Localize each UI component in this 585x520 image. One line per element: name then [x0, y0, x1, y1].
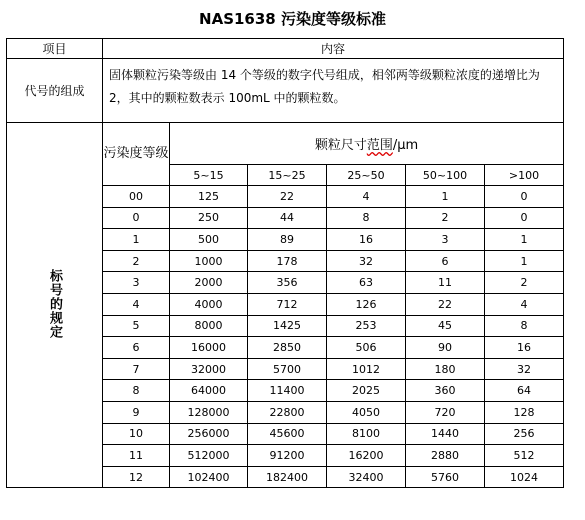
grade-cell: 6: [103, 337, 170, 359]
count-cell: 32400: [327, 466, 406, 488]
standard-table: [6, 38, 564, 488]
count-cell: 11: [406, 272, 485, 294]
count-cell: 512: [485, 445, 564, 467]
count-cell: 89: [248, 229, 327, 251]
size-header-unit: /μm: [392, 138, 419, 153]
size-col-header: 50~100: [406, 165, 485, 186]
count-cell: 253: [327, 315, 406, 337]
count-cell: 16: [327, 229, 406, 251]
count-cell: 32: [485, 358, 564, 380]
grade-cell: 00: [103, 186, 170, 208]
count-cell: 0: [485, 207, 564, 229]
grade-cell: 11: [103, 445, 170, 467]
size-col-header: 15~25: [248, 165, 327, 186]
count-cell: 16: [485, 337, 564, 359]
count-cell: 44: [248, 207, 327, 229]
count-cell: 90: [406, 337, 485, 359]
count-cell: 1: [485, 250, 564, 272]
grade-cell: 10: [103, 423, 170, 445]
count-cell: 8: [485, 315, 564, 337]
regulation-label: 标号的规定: [47, 268, 62, 339]
count-cell: 8000: [170, 315, 248, 337]
count-cell: 8100: [327, 423, 406, 445]
definition-label: 代号的组成: [7, 59, 103, 123]
count-cell: 22: [406, 293, 485, 315]
count-cell: 2: [406, 207, 485, 229]
size-col-header: 5~15: [170, 165, 248, 186]
count-cell: 4000: [170, 293, 248, 315]
grade-cell: 1: [103, 229, 170, 251]
count-cell: 360: [406, 380, 485, 402]
count-cell: 182400: [248, 466, 327, 488]
count-cell: 64: [485, 380, 564, 402]
count-cell: 512000: [170, 445, 248, 467]
count-cell: 2: [485, 272, 564, 294]
count-cell: 1000: [170, 250, 248, 272]
size-col-header: >100: [485, 165, 564, 186]
header-content: 内容: [103, 39, 564, 59]
count-cell: 64000: [170, 380, 248, 402]
count-cell: 5700: [248, 358, 327, 380]
count-cell: 2850: [248, 337, 327, 359]
count-cell: 4050: [327, 401, 406, 423]
count-cell: 180: [406, 358, 485, 380]
count-cell: 1: [485, 229, 564, 251]
count-cell: 1440: [406, 423, 485, 445]
grade-cell: 12: [103, 466, 170, 488]
grade-header: 污染度等级: [103, 123, 170, 186]
count-cell: 2880: [406, 445, 485, 467]
regulation-label-cell: [7, 123, 103, 488]
size-header-prefix: 颗粒尺寸: [314, 138, 367, 153]
count-cell: 63: [327, 272, 406, 294]
count-cell: 11400: [248, 380, 327, 402]
count-cell: 32000: [170, 358, 248, 380]
grade-cell: 8: [103, 380, 170, 402]
count-cell: 250: [170, 207, 248, 229]
count-cell: 102400: [170, 466, 248, 488]
count-cell: 128: [485, 401, 564, 423]
count-cell: 506: [327, 337, 406, 359]
grade-cell: 0: [103, 207, 170, 229]
count-cell: 712: [248, 293, 327, 315]
count-cell: 91200: [248, 445, 327, 467]
grade-cell: 4: [103, 293, 170, 315]
count-cell: 126: [327, 293, 406, 315]
document-title: NAS1638 污染度等级标准: [199, 10, 386, 28]
count-cell: 720: [406, 401, 485, 423]
grade-cell: 3: [103, 272, 170, 294]
count-cell: 4: [485, 293, 564, 315]
count-cell: 22800: [248, 401, 327, 423]
count-cell: 125: [170, 186, 248, 208]
count-cell: 8: [327, 207, 406, 229]
grade-cell: 9: [103, 401, 170, 423]
count-cell: 256000: [170, 423, 248, 445]
count-cell: 500: [170, 229, 248, 251]
size-col-header: 25~50: [327, 165, 406, 186]
count-cell: 256: [485, 423, 564, 445]
count-cell: 22: [248, 186, 327, 208]
count-cell: 3: [406, 229, 485, 251]
count-cell: 356: [248, 272, 327, 294]
count-cell: 16000: [170, 337, 248, 359]
count-cell: 5760: [406, 466, 485, 488]
size-header: [170, 123, 564, 165]
count-cell: 178: [248, 250, 327, 272]
count-cell: 32: [327, 250, 406, 272]
count-cell: 45600: [248, 423, 327, 445]
count-cell: 1425: [248, 315, 327, 337]
count-cell: 16200: [327, 445, 406, 467]
count-cell: 45: [406, 315, 485, 337]
count-cell: 2025: [327, 380, 406, 402]
size-header-range: 范围: [366, 138, 393, 153]
count-cell: 4: [327, 186, 406, 208]
definition-text: 固体颗粒污染等级由 14 个等级的数字代号组成，相邻两等级颗粒浓度的递增比为 2，其中的颗粒数表示 100mL 中的颗粒数。: [103, 59, 564, 123]
count-cell: 128000: [170, 401, 248, 423]
header-item: 项目: [7, 39, 103, 59]
count-cell: 6: [406, 250, 485, 272]
count-cell: 1012: [327, 358, 406, 380]
count-cell: 0: [485, 186, 564, 208]
grade-cell: 2: [103, 250, 170, 272]
count-cell: 1024: [485, 466, 564, 488]
count-cell: 1: [406, 186, 485, 208]
grade-cell: 5: [103, 315, 170, 337]
grade-cell: 7: [103, 358, 170, 380]
count-cell: 2000: [170, 272, 248, 294]
